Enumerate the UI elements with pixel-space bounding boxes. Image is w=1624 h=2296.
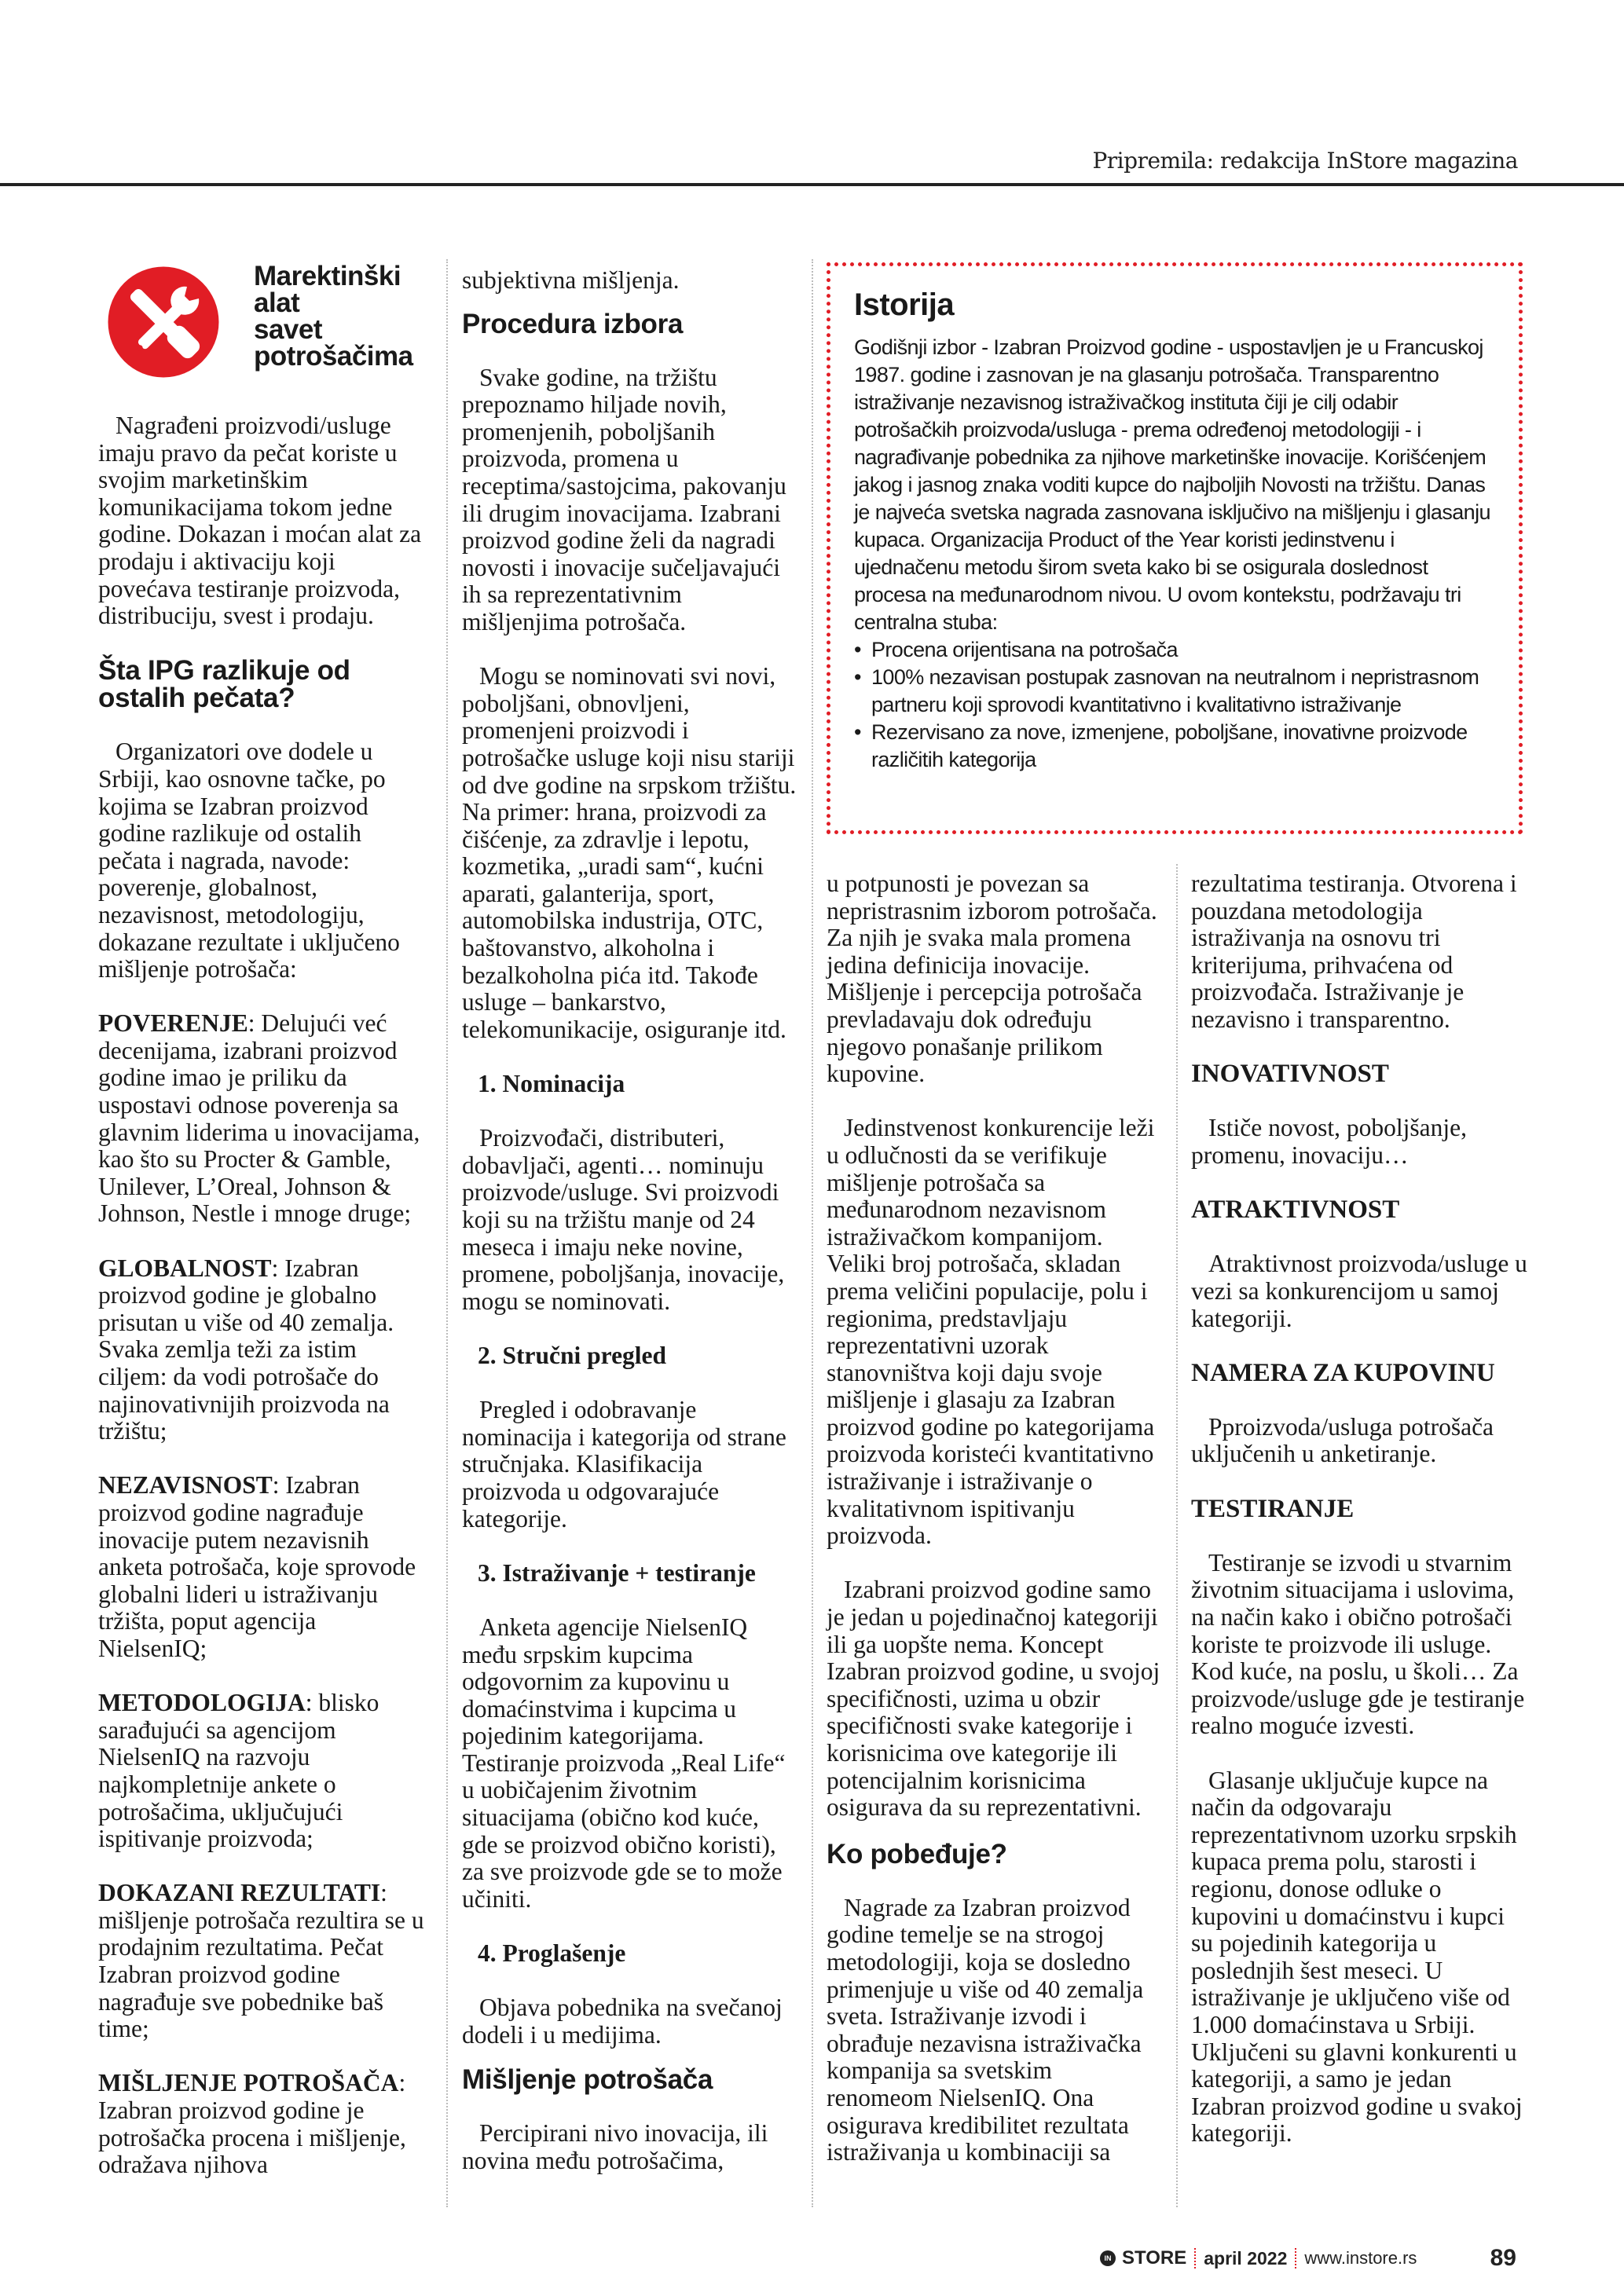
column-2 [462,267,800,2202]
instore-logo-mark-icon: IN [1100,2250,1116,2266]
step-text: Proizvođači, distributeri, dobavljači, agenti… nominuju proizvode/usluge. Svi proizvodi koji su na tržištu manje od 24 meseca i imaju neke novine, promene, poboljšanja, inovacije, mogu se nominovati. [462,1124,785,1315]
footer-separator [1295,2248,1296,2269]
criterion-title: ATRAKTIVNOST [1191,1196,1400,1225]
paragraph: u potpunosti je povezan sa nepristrasnim izborom potrošača. Za njih je svaka mala promena jedina definicija inovacije. Mišljenje i percepcija potrošača prevladavaju dok određuju njegovo ponašanje prilikom kupovine. [827,870,1157,1088]
pillar-item: • Rezervisano za nove, izmenjene, poboljšane, inovativne proizvode različitih kategorija [854,719,1492,774]
header-rule [0,183,1624,186]
step-text: Anketa agencije NielsenIQ među srpskim kupcima odgovornim za kupovinu u domaćinstvima i kupcima u pojedinim kategorijama. Testiranje proizvoda „Real Life“ u uobičajenim životnim situacijama (obično kod kuće, gde se proizvod obično koristi), za sve proizvode gde se to može učiniti. [462,1613,786,1913]
criterion-text: Pproizvoda/usluga potrošača uključenih u anketiranje. [1191,1412,1494,1468]
history-title: Istorija [854,287,955,322]
step-title: 4. Proglašenje [478,1939,626,1968]
pillars-list [854,636,1492,774]
criterion-text: Testiranje se izvodi u stvarnim životnim situacijama i uslovima, na način kako i obično potrošači koriste te proizvode ili usluge. Kod kuće, na poslu, u školi… Za proizvode/usluge gde je testiranje realno moguće izvesti. [1191,1548,1525,1740]
criterion-paragraph [98,1010,428,1228]
criterion-text: : Izabran proizvod godine nagrađuje inovacije putem nezavisnih anketa potrošača, koje sprovode globalni lideri u istraživanju tržišta, poput agencija NielsenIQ; [98,1471,416,1662]
criterion-text: Atraktivnost proizvoda/usluge u vezi sa konkurencijom u samoj kategoriji. [1191,1250,1527,1332]
instore-logo-text: STORE [1122,2247,1187,2269]
criterion-title: INOVATIVNOST [1191,1060,1389,1089]
step-title: 2. Stručni pregled [478,1341,667,1369]
paragraph: Mogu se nominovati svi novi, poboljšani, obnovljeni, promenjeni proizvodi i potrošačke usluge koji nisu stariji od dve godine na srpskom tržištu. Na primer: hrana, proizvodi za čišćenje, za zdravlje i lepotu, kozmetika, „uradi sam“, kućni aparati, galanterija, sport, automobilska industrija, OTC, baštovanstvo, alkoholna i bezalkoholna pića itd. Takođe usluge – bankarstvo, telekomunikacije, osiguranje itd. [462,662,797,1043]
history-box [827,262,1523,834]
criterion-text: : Izabran proizvod godine je potrošačka procena i mišljenje, odražava njihova [98,2069,406,2179]
history-text: Godišnji izbor - Izabran Proizvod godine - uspostavljen je u Francuskoj 1987. godine i zasnovan je na glasanju potrošača. Transparentno istraživanje nezavisnog istraživačkog instituta čiji je cilj odabir potrošačkih proizvoda/usluga - prema određenoj metodologiji - i nagrađivanje pobednika za njihove marketinške inovacije. Korišćenjem jakog i jasnog znaka voditi kupce do najboljih Novosti na tržištu. Danas je najveća svetska nagrada zasnovana isključivo na mišljenju i glasanju kupaca. Organizacija Product of the Year koristi jedinstvenu i ujednačenu metodu širom sveta kako bi se osigurala doslednost procesa na međunarodnom nivou. U ovom kontekstu, podržavaju tri centralna stuba: [854,335,1490,634]
criterion-key: MIŠLJENJE POTROŠAČA [98,2069,399,2097]
page-number: 89 [1490,2245,1516,2271]
section-heading: Ko pobeđuje? [827,1838,1007,1869]
step-title: 3. Istraživanje + testiranje [478,1558,756,1587]
criterion-key: METODOLOGIJA [98,1689,306,1717]
criterion-key: GLOBALNOST [98,1254,272,1282]
badge-title-line: alat [254,287,300,318]
issue-date: april 2022 [1204,2247,1288,2269]
criterion-text: : Izabran proizvod godine je globalno prisutan u više od 40 zemalja. Svaka zemlja teži za istim ciljem: da vodi potrošače do najinovativnijih proizvoda na tržištu; [98,1254,394,1445]
intro-paragraph: Nagrađeni proizvodi/usluge imaju pravo da pečat koriste u svojim marketinškim komunikacijama tokom jedne godine. Dokazan i moćan alat za prodaju i aktivaciju koji povećava testiranje proizvoda, distribuciju, svest i prodaju. [98,412,422,630]
marketing-tool-badge [104,263,428,381]
criterion-title: NAMERA ZA KUPOVINU [1191,1358,1495,1387]
continued-text: subjektivna mišljenja. [462,266,680,294]
badge-title-line: savet [254,314,323,345]
paragraph: Nagrade za Izabran proizvod godine temelje se na strogoj metodologiji, koja se dosledno primenjuje u više od 40 zemalja sveta. Istraživanje izvodi i obrađuje nezavisna istraživačka kompanija sa svetskim renomeom NielsenIQ. Ona osigurava kredibilitet rezultata istraživanja u kombinaciji sa [827,1893,1144,2166]
history-body [854,334,1492,774]
footer-separator [1194,2248,1196,2269]
criterion-key: DOKAZANI REZULTATI [98,1879,381,1907]
section-heading: Procedura izbora [462,308,684,339]
pillar-item: • 100% nezavisan postupak zasnovan na neutralnom i nepristrasnom partneru koji sprovodi kvantitativno i kvalitativno istraživanje [854,664,1492,719]
criterion-paragraph [98,1472,428,1662]
paragraph: Jedinstvenost konkurencije leži u odlučnosti da se verifikuje mišljenje potrošača sa međunarodnom nezavisnom istraživačkom kompanijom. Veliki broj potrošača, skladan prema veličini populacije, polu i regionima, predstavljaju reprezentativni uzorak stanovništva koji daju svoje mišljenje i glasaju za Izabran proizvod godine po kategorijama proizvoda koristeći kvantitativno istraživanje i istraživanje o kvalitativnom ispitivanju proizvoda. [827,1114,1155,1550]
criterion-text: : Delujući već decenijama, izabrani proizvod godine imao je priliku da uspostavi odnose poverenja sa glavnim liderima u inovacijama, kao što su Procter & Gamble, Unilever, L’Oreal, Johnson & Johnson, Nestle i mnoge druge; [98,1009,420,1228]
step-text: Pregled i odobravanje nominacija i kategorija od strane stručnjaka. Klasifikacija proizvoda u odgovarajuće kategorije. [462,1396,786,1532]
section-heading: Mišljenje potrošača [462,2064,713,2096]
column-4 [1191,870,1527,2175]
paragraph: rezultatima testiranja. Otvorena i pouzdana metodologija istraživanja na osnovu tri kriterijuma, prihvaćena od proizvođača. Istraživanje je nezavisno i transparentno. [1191,870,1517,1033]
criterion-text: : mišljenje potrošača rezultira se u prodajnim rezultatima. Pečat Izabran proizvod godine nagrađuje sve pobednike baš time; [98,1879,424,2043]
criterion-paragraph [98,1880,428,2043]
criterion-paragraph [98,1255,428,1445]
column-1 [98,263,428,2206]
website-link[interactable]: www.instore.rs [1304,2248,1417,2268]
lead-paragraph: Organizatori ove dodele u Srbiji, kao osnovne tačke, po kojima se Izabran proizvod godine razlikuje od ostalih pečata i nagrada, navode: poverenje, globalnost, nezavisnost, metodologiju, dokazane rezultate i uključeno mišljenje potrošača: [98,738,400,983]
instore-logo [1100,2247,1186,2269]
wrench-screwdriver-icon [104,263,222,381]
page-credit: Pripremila: redakcija InStore magazina [1092,148,1518,174]
criterion-key: POVERENJE [98,1009,248,1038]
paragraph: Glasanje uključuje kupce na način da odgovaraju reprezentativnom uzorku srpskih kupaca prema polu, starosti i regionu, donose odluke o kupovini u domaćinstvu i kupci su pojedinih kategorija u poslednjih šest meseci. U istraživanje je uključeno više od 1.000 domaćinstava u Srbiji. Uključeni su glavni konkurenti u kategoriji, a samo je jedan Izabran proizvod godine u svakoj kategoriji. [1191,1766,1523,2148]
paragraph: Izabrani proizvod godine samo je jedan u pojedinačnoj kategoriji ili ga uopšte nema. Koncept Izabran proizvod godine, u svojoj specifičnosti, uzima u obzir specifičnosti svake kategorije i korisnicima ove kategorije ili potencijalnim korisnicima osigurava da su reprezentativni. [827,1576,1160,1822]
step-text: Objava pobednika na svečanoj dodeli i u medijima. [462,1994,783,2049]
column-divider [1176,864,1178,2207]
section-heading: Šta IPG razlikuje od ostalih pečata? [98,655,350,714]
criterion-text: Ističe novost, poboljšanje, promenu, inovaciju… [1191,1114,1467,1169]
criterion-title: TESTIRANJE [1191,1494,1355,1523]
badge-title-line: potrošačima [254,341,413,372]
criterion-text: : blisko sarađujući sa agencijom NielsenIQ na razvoju najkompletnije ankete o potrošačima, uključujući ispitivanje proizvoda; [98,1689,379,1853]
column-divider [812,259,813,2207]
criterion-paragraph [98,1690,428,1853]
column-divider [446,259,448,2207]
paragraph: Percipirani nivo inovacija, ili novina među potrošačima, [462,2119,768,2174]
page-footer [1100,2243,1516,2274]
pillar-item: • Procena orijentisana na potrošača [854,636,1492,664]
badge-title [254,263,413,370]
step-title: 1. Nominacija [478,1070,625,1098]
column-3 [827,870,1163,2193]
paragraph: Svake godine, na tržištu prepoznamo hiljade novih, promenjenih, poboljšanih proizvoda, promena u receptima/sastojcima, pakovanju ili drugim inovacijama. Izabrani proizvod godine želi da nagradi novosti i inovacije sučeljavajući ih sa reprezentativnim mišljenjima potrošača. [462,363,786,635]
badge-title-line: Marektinški [254,261,401,291]
criterion-key: NEZAVISNOST [98,1471,273,1500]
criterion-paragraph [98,2070,428,2178]
